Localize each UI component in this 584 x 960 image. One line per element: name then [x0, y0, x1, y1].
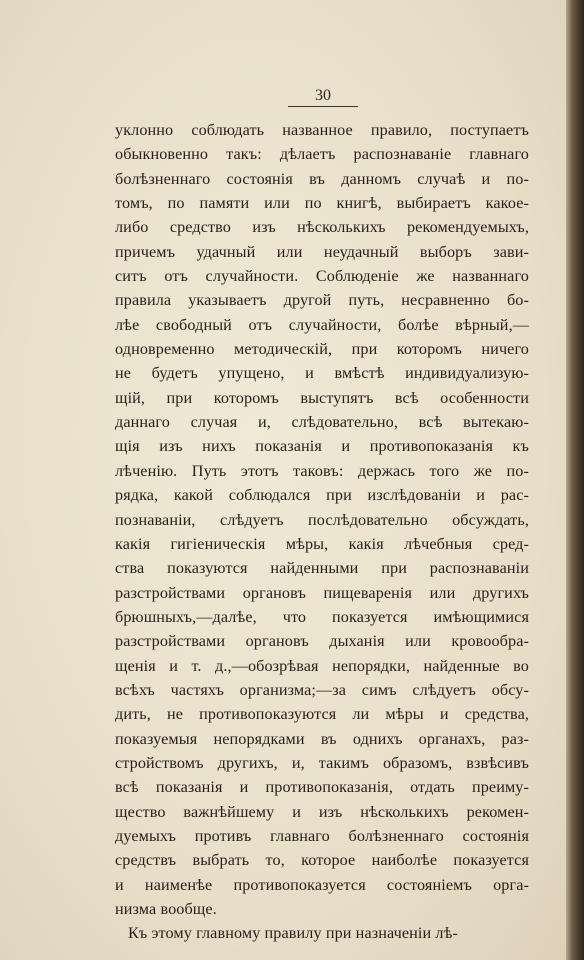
text-line: разстройствами органовъ пищеваренія или другихъ — [115, 583, 529, 602]
text-line: всѣхъ частяхъ организма;—за симъ слѣдуетъ обсу- — [115, 680, 529, 699]
page-edge-shadow — [566, 0, 584, 960]
text-line: ситъ отъ случайности. Соблюденіе же названнаго — [115, 267, 529, 286]
body-text — [115, 118, 529, 946]
text-line: обыкновенно такъ: дѣлаетъ распознаваніе главнаго — [115, 145, 529, 164]
text-line: показуемыя непорядками въ однихъ органахъ, раз- — [115, 729, 529, 748]
text-line: ства показуются найденными при распознаваніи — [115, 559, 529, 578]
text-line: одновременно методическій, при которомъ ничего — [115, 340, 529, 359]
text-line: щество важнѣйшему и изъ нѣсколькихъ рекомен- — [115, 802, 529, 821]
text-line: лѣченію. Путь этотъ таковъ: держась того же по- — [115, 461, 529, 480]
text-line: причемъ удачный или неудачный выборъ зави- — [115, 242, 529, 261]
text-line: рядка, какой соблюдался при изслѣдованіи и рас- — [115, 486, 529, 505]
text-line: какія гигіеническія мѣры, какія лѣчебныя сред- — [115, 534, 529, 553]
text-line: даннаго случая и, слѣдовательно, всѣ вытекаю- — [115, 413, 529, 432]
text-line: болѣзненнаго состоянія въ данномъ случаѣ и по- — [115, 169, 529, 188]
text-line: разстройствами органовъ дыханія или кровообра- — [115, 632, 529, 651]
text-line: и наименѣе противопоказуется состояніемъ орга- — [115, 875, 529, 894]
page-number-rule — [288, 106, 358, 107]
text-line: уклонно соблюдать названное правило, поступаетъ — [115, 121, 529, 139]
text-line: брюшныхъ,—далѣе, что показуется имѣющимися — [115, 607, 529, 626]
text-line: низма вообще. — [115, 900, 217, 918]
text-line: Къ этому главному правилу при назначеніи лѣ- — [128, 924, 458, 943]
text-line: стройствомъ другихъ, и, такимъ образомъ, взвѣсивъ — [115, 753, 529, 772]
text-line: томъ, по памяти или по книгѣ, выбираетъ какое- — [115, 194, 529, 213]
text-line: щенія и т. д.,—обозрѣвая непорядки, найденные во — [115, 656, 529, 675]
text-line: познаваніи, слѣдуетъ послѣдовательно обсуждать, — [115, 510, 529, 529]
text-line: щій, при которомъ выступятъ всѣ особенности — [115, 388, 529, 407]
text-line: либо средство изъ нѣсколькихъ рекомендуемыхъ, — [115, 218, 529, 237]
text-line: правила указываетъ другой путь, несравненно бо- — [115, 291, 529, 310]
text-line: средствъ выбрать то, которое наиболѣе показуется — [115, 851, 529, 870]
text-line: лѣе свободный отъ случайности, болѣе вѣрный,— — [115, 315, 529, 334]
page-number: 30 — [315, 87, 331, 104]
text-line: дить, не противопоказуются ли мѣры и средства, — [115, 705, 529, 724]
text-line: не будетъ упущено, и вмѣстѣ индивидуализую- — [115, 364, 529, 383]
text-line: всѣ показанія и противопоказанія, отдать преиму- — [115, 778, 529, 797]
text-line: дуемыхъ противъ главнаго болѣзненнаго состоянія — [115, 826, 529, 845]
text-line: щія изъ нихъ показанія и противопоказанія къ — [115, 437, 529, 456]
